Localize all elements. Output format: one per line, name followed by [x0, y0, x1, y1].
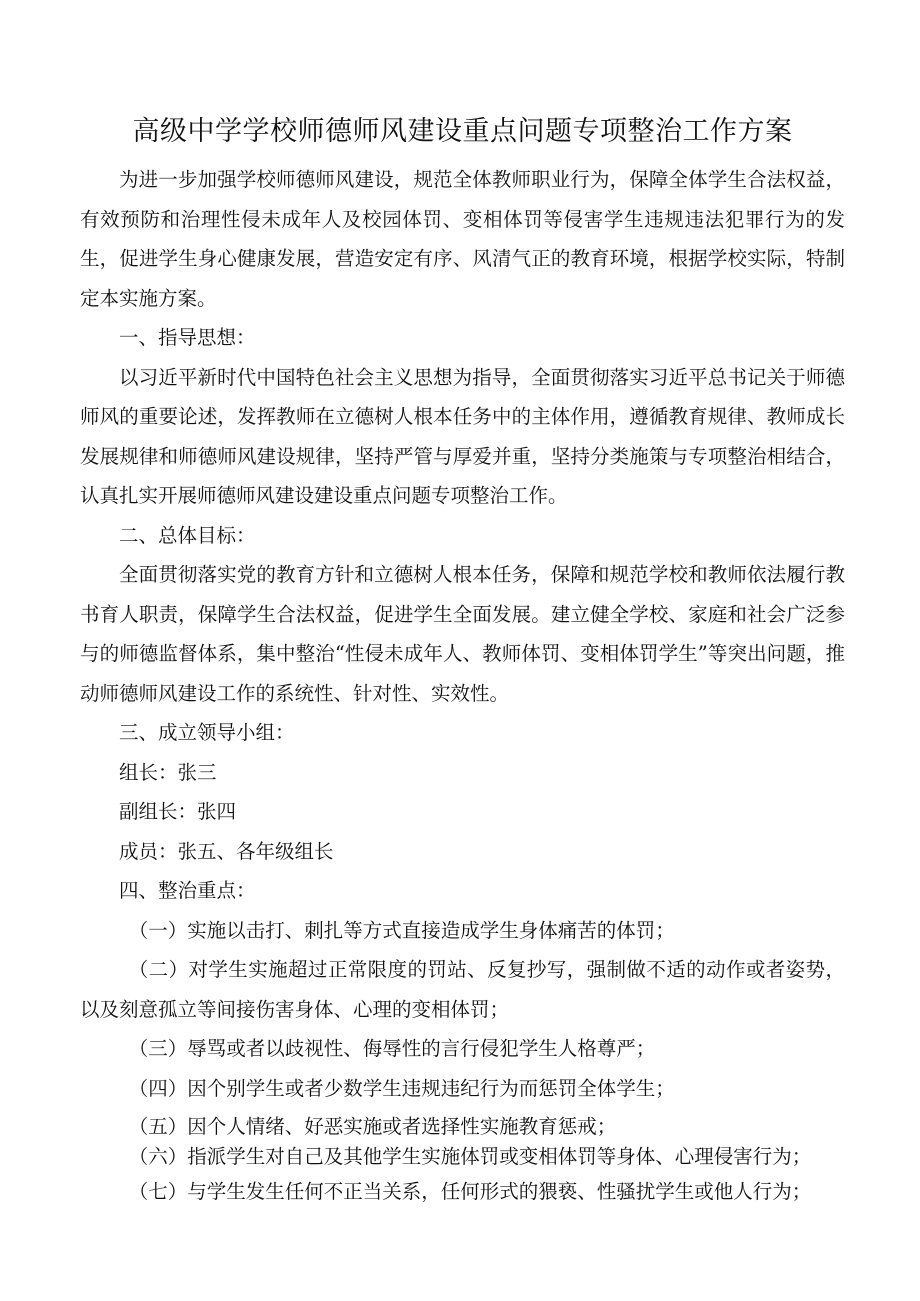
section-heading-guiding: 一、指导思想：: [119, 326, 256, 349]
leader-line: 组长：张三: [119, 760, 217, 784]
goal-paragraph: 全面贯彻落实党的教育方针和立德树人根本任务，保障和规范学校和教师依法履行教书育人职责，保障学生合法权益，促进学生全面发展。建立健全学校、家庭和社会广泛参与的师德监督体系，集中整治“性侵未成年人、教师体罚、变相体罚学生”等突出问题，推动师德师风建设工作的系统性、针对性、实效性。: [80, 563, 845, 705]
deputy-leader-line: 副组长：张四: [119, 800, 237, 823]
focus-item: （七）与学生发生任何不正当关系，任何形式的猥亵、性骚扰学生或他人行为；: [128, 1180, 812, 1203]
section-heading-goal: 二、总体目标：: [119, 523, 256, 547]
section-heading-focus: 四、整治重点：: [119, 879, 256, 902]
focus-item: （三）辱骂或者以歧视性、侮辱性的言行侵犯学生人格尊严；: [128, 1037, 656, 1060]
focus-item: （一）实施以击打、刺扎等方式直接造成学生身体痛苦的体罚；: [128, 918, 675, 942]
focus-item: （二）对学生实施超过正常限度的罚站、反复抄写，强制做不适的动作或者姿势，以及刻意孤立等间接伤害身体、心理的变相体罚；: [80, 958, 845, 1021]
intro-paragraph: 为进一步加强学校师德师风建设，规范全体教师职业行为，保障全体学生合法权益，有效预防和治理性侵未成年人及校园体罚、变相体罚等侵害学生违规违法犯罪行为的发生，促进学生身心健康发展，营造安定有序、风清气正的教育环境，根据学校实际，特制定本实施方案。: [80, 168, 845, 310]
focus-item: （五）因个人情绪、好恶实施或者选择性实施教育惩戒；: [128, 1115, 617, 1138]
focus-item: （四）因个别学生或者少数学生违规违纪行为而惩罚全体学生；: [128, 1076, 675, 1100]
focus-item: （六）指派学生对自己及其他学生实施体罚或变相体罚等身体、心理侵害行为；: [128, 1145, 812, 1168]
guiding-paragraph: 以习近平新时代中国特色社会主义思想为指导，全面贯彻落实习近平总书记关于师德师风的重要论述，发挥教师在立德树人根本任务中的主体作用，遵循教育规律、教师成长发展规律和师德师风建设规律，坚持严管与厚爱并重，坚持分类施策与专项整治相结合，认真扎实开展师德师风建设建设重点问题专项整治工作。: [80, 365, 845, 507]
document-title: 高级中学学校师德师风建设重点问题专项整治工作方案: [132, 116, 793, 147]
section-heading-leadership: 三、成立领导小组：: [119, 721, 295, 744]
document-page: [80, 112, 845, 1212]
members-line: 成员：张五、各年级组长: [119, 839, 334, 863]
